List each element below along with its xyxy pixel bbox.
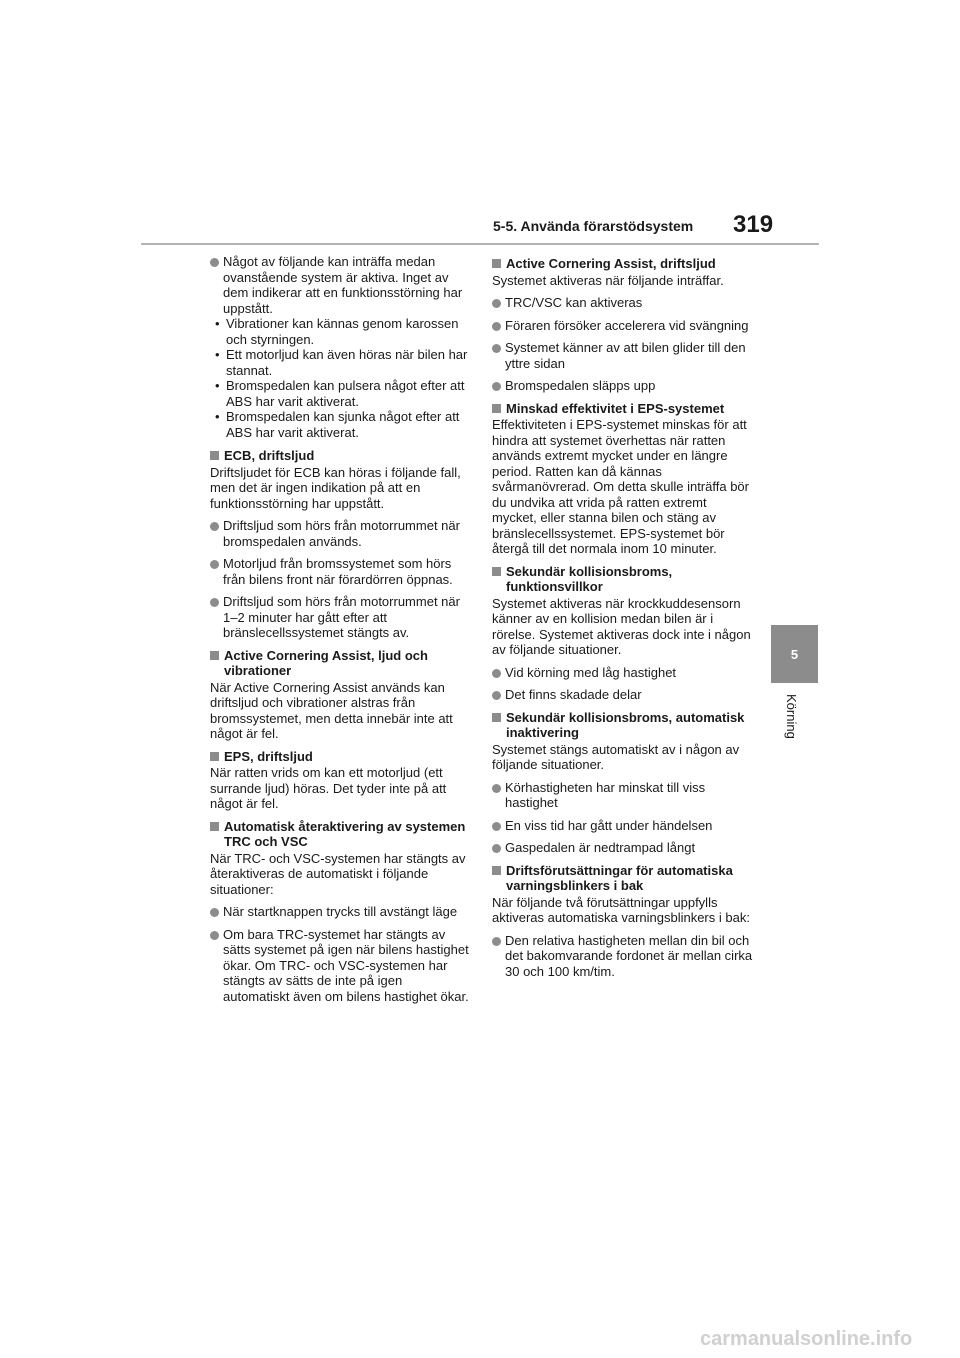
list-item: Vid körning med låg hastighet — [492, 665, 754, 681]
right-column — [492, 254, 754, 986]
list-item: Driftsljud som hörs från motorrummet när 1–2 minuter har gått efter att bränslecellssystemet stängts av. — [210, 594, 472, 641]
list-item: Driftsljud som hörs från motorrummet när bromspedalen används. — [210, 518, 472, 549]
section-heading: Sekundär kollisionsbroms, automatisk inaktivering — [492, 710, 754, 741]
paragraph: Driftsljudet för ECB kan höras i följande fall, men det är ingen indikation på att en funktionsstörning har uppstått. — [210, 464, 461, 511]
list-item: Om bara TRC-systemet har stängts av sätts systemet på igen när bilens hastighet ökar. Om TRC- och VSC-systemen har stängts av sätts de inte på igen automatiskt även om bilens hastighet ökar. — [210, 927, 472, 1005]
section-heading: Active Cornering Assist, driftsljud — [492, 256, 754, 272]
bullet-icon — [492, 784, 501, 793]
page-number: 319 — [733, 211, 774, 238]
section-heading: Active Cornering Assist, ljud och vibrationer — [210, 648, 472, 679]
square-bullet-icon — [492, 259, 501, 268]
square-bullet-icon — [492, 404, 501, 413]
bullet-icon — [492, 937, 501, 946]
bullet-icon — [492, 299, 501, 308]
paragraph: Systemet stängs automatiskt av i någon av följande situationer. — [492, 741, 740, 772]
paragraph: När följande två förutsättningar uppfylls aktiveras automatiska varningsblinkers i bak: — [492, 894, 750, 925]
square-bullet-icon — [492, 567, 501, 576]
section-heading: ECB, driftsljud — [210, 448, 472, 464]
chapter-tab — [771, 625, 818, 683]
list-item: Föraren försöker accelerera vid svängning — [492, 318, 754, 334]
section-title: 5-5. Använda förarstödsystem — [493, 218, 694, 234]
bullet-icon — [210, 560, 219, 569]
sub-item: • Vibrationer kan kännas genom karossen och styrningen. — [215, 316, 459, 347]
sub-list — [210, 316, 472, 440]
square-bullet-icon — [210, 822, 219, 831]
left-column — [210, 254, 472, 1011]
list-item: Det finns skadade delar — [492, 687, 754, 703]
bullet-icon — [210, 908, 219, 917]
list-item: Systemet känner av att bilen glider till den yttre sidan — [492, 340, 754, 371]
paragraph: När ratten vrids om kan ett motorljud (ett surrande ljud) höras. Det tyder inte på att något är fel. — [210, 765, 447, 811]
paragraph: Systemet aktiveras när krockkuddesensorn känner av en kollision medan bilen är i rörelse. Systemet aktiveras dock inte i någon av följande situationer. — [492, 595, 751, 657]
square-bullet-icon — [492, 866, 501, 875]
section-heading: Automatisk återaktivering av systemen TRC och VSC — [210, 819, 472, 850]
bullet-icon — [492, 322, 501, 331]
list-item: En viss tid har gått under händelsen — [492, 818, 754, 834]
bullet-icon — [492, 691, 501, 700]
sub-item: • Bromspedalen kan pulsera något efter att ABS har varit aktiverat. — [215, 378, 465, 409]
square-bullet-icon — [210, 451, 219, 460]
section-heading: Sekundär kollisionsbroms, funktionsvillkor — [492, 564, 754, 595]
bullet-icon — [210, 931, 219, 940]
square-bullet-icon — [210, 752, 219, 761]
sub-item: • Ett motorljud kan även höras när bilen har stannat. — [215, 347, 468, 378]
section-heading: EPS, driftsljud — [210, 749, 472, 765]
list-item: TRC/VSC kan aktiveras — [492, 295, 754, 311]
square-bullet-icon — [492, 713, 501, 722]
paragraph: Systemet aktiveras när följande inträffar. — [492, 272, 724, 288]
paragraph: Effektiviteten i EPS-systemet minskas för att hindra att systemet överhettas när ratten används extremt mycket under en längre period. Ratten kan då kännas svårmanövrerad. Om detta skulle inträffa bör du undvika att vrida på ratten extremt mycket, eller stanna bilen och stäng av bränslecellssystemet. EPS-systemet bör återgå till det normala inom 10 minuter. — [492, 417, 749, 556]
square-bullet-icon — [210, 651, 219, 660]
bullet-icon — [210, 258, 219, 267]
watermark: carmanualsonline.info — [700, 1328, 913, 1350]
bullet-icon — [492, 344, 501, 353]
list-item: Den relativa hastigheten mellan din bil och det bakomvarande fordonet är mellan cirka 30 och 100 km/tim. — [492, 933, 754, 980]
paragraph: När Active Cornering Assist används kan driftsljud och vibrationer alstras från bromssystemet, men detta innebär inte att något är fel. — [210, 679, 453, 741]
list-item: När startknappen trycks till avstängt läge — [210, 904, 472, 920]
bullet-icon — [492, 669, 501, 678]
list-item: Motorljud från bromssystemet som hörs från bilens front när förardörren öppnas. — [210, 556, 472, 587]
chapter-number: 5 — [790, 646, 799, 662]
sub-item: • Bromspedalen kan sjunka något efter att ABS har varit aktiverat. — [215, 409, 460, 440]
header-divider — [141, 243, 819, 245]
section-heading: Minskad effektivitet i EPS-systemet — [492, 401, 754, 417]
bullet-icon — [492, 844, 501, 853]
bullet-icon — [492, 822, 501, 831]
bullet-icon — [492, 382, 501, 391]
list-item: Körhastigheten har minskat till viss hastighet — [492, 780, 754, 811]
chapter-label: Körning — [784, 694, 799, 739]
bullet-icon — [210, 598, 219, 607]
paragraph: När TRC- och VSC-systemen har stängts av återaktiveras de automatiskt i följande situationer: — [210, 850, 466, 897]
list-item: Bromspedalen släpps upp — [492, 378, 754, 394]
list-item: Något av följande kan inträffa medan ovanstående system är aktiva. Inget av dem indikerar att en funktionsstörning har uppstått. — [210, 254, 472, 316]
section-heading: Driftsförutsättningar för automatiska varningsblinkers i bak — [492, 863, 754, 894]
bullet-icon — [210, 522, 219, 531]
list-item: Gaspedalen är nedtrampad långt — [492, 840, 754, 856]
